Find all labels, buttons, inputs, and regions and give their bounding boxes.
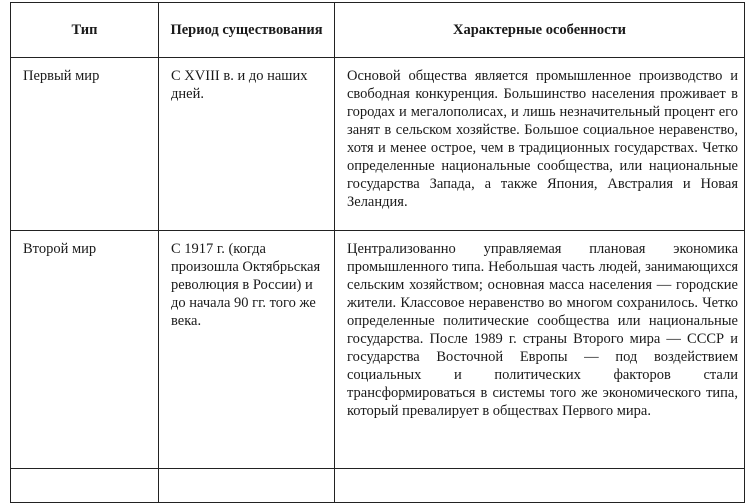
worlds-comparison-table <box>10 2 745 503</box>
cell-features: Централизованно управляемая плановая экономика промышленного типа. Небольшая часть людей, занимающихся сельским хозяйством; основная масса населения — городские жители. Классовое неравенство во многом сохранилось. Четко определенные политические сообщества или национальные государства. После 1989 г. страны Второго мира — СССР и государства Восточной Европы — под воздействием социальных и политических факторов стали трансформироваться в системы того же экономического типа, который превалирует в обществах Первого мира. <box>335 231 745 469</box>
cell-type: Первый мир <box>11 58 159 231</box>
header-type: Тип <box>11 3 159 58</box>
cell-empty <box>335 469 745 503</box>
table-row-second-world <box>11 231 745 469</box>
cell-type: Второй мир <box>11 231 159 469</box>
cell-features: Основой общества является промышленное производство и свободная конкуренция. Большинство населения проживает в городах и мегалополисах, и лишь незначительный процент его занят в сельском хозяйстве. Большое социальное неравенство, хотя и менее острое, чем в традиционных государствах. Четко определенные национальные сообщества, или национальные государства Запада, а также Япония, Австралия и Новая Зеландия. <box>335 58 745 231</box>
header-features: Характерные особенности <box>335 3 745 58</box>
cell-period: С XVIII в. и до наших дней. <box>159 58 335 231</box>
header-period: Период существования <box>159 3 335 58</box>
cell-period: С 1917 г. (когда произошла Октябрьская революция в России) и до начала 90 гг. того же века. <box>159 231 335 469</box>
table-row-continued <box>11 469 745 503</box>
header-row <box>11 3 745 58</box>
cell-empty <box>11 469 159 503</box>
table-row-first-world <box>11 58 745 231</box>
cell-empty <box>159 469 335 503</box>
